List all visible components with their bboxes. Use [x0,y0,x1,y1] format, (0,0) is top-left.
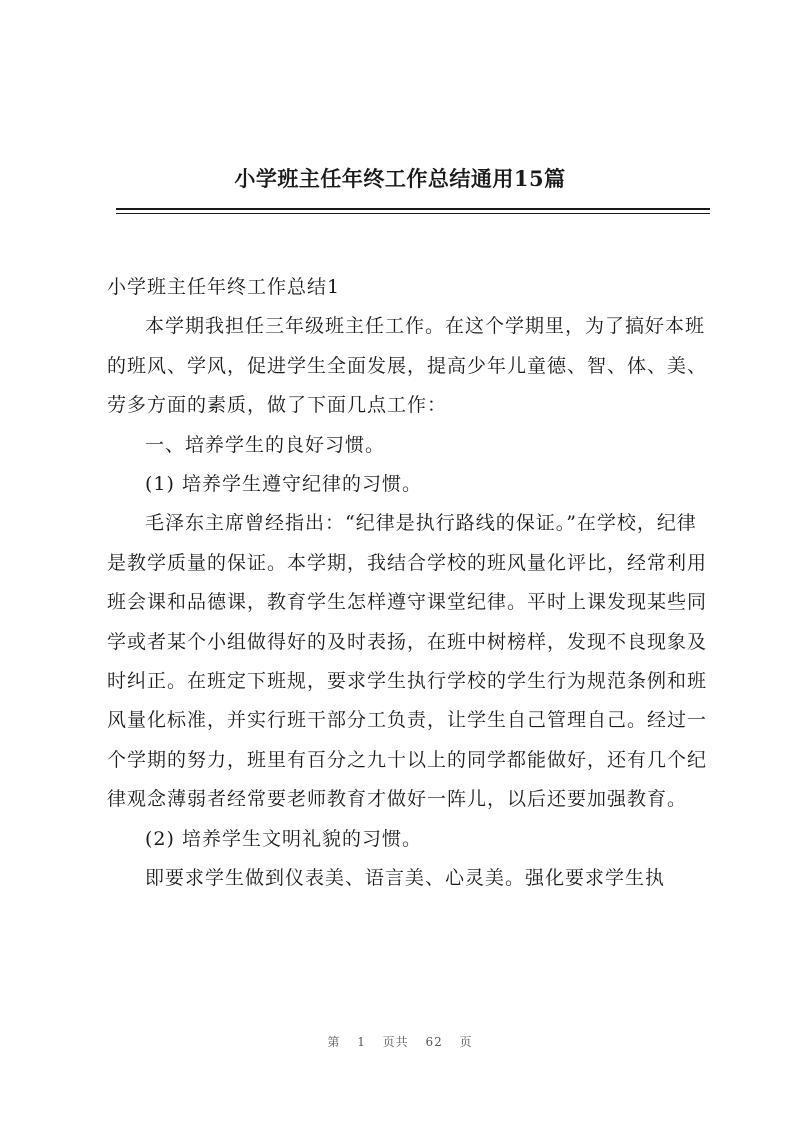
subheading: (2) 培养学生文明礼貌的习惯。 [145,827,422,850]
page-footer [0,1033,800,1050]
title-rule-thick [116,208,710,210]
footer-page-label: 第 [327,1035,341,1049]
section-heading: 小学班主任年终工作总结1 [107,276,341,298]
footer-page-number: 1 [357,1035,366,1049]
document-body [107,268,710,899]
paragraph: 本学期我担任三年级班主任工作。在这个学期里，为了搞好本班的班风、学风，促进学生全面发展，提高少年儿童德、智、体、美、劳多方面的素质，做了下面几点工作： [107,315,708,417]
subheading: (1) 培养学生遵守纪律的习惯。 [145,473,422,496]
footer-end-label: 页 [459,1035,473,1049]
footer-total-pages: 62 [425,1035,443,1049]
document-title: 小学班主任年终工作总结通用15篇 [234,166,566,191]
paragraph: 毛泽东主席曾经指出：“纪律是执行路线的保证。”在学校，纪律是教学质量的保证。本学期，我结合学校的班风量化评比，经常利用班会课和品德课，教育学生怎样遵守课堂纪律。平时上课发现某些同学或者某个小组做得好的及时表扬，在班中树榜样，发现不良现象及时纠正。在班定下班规，要求学生执行学校的学生行为规范条例和班风量化标准，并实行班干部分工负责，让学生自己管理自己。经过一个学期的努力，班里有百分之九十以上的同学都能做好，还有几个纪律观念薄弱者经常要老师教育才做好一阵儿，以后还要加强教育。 [107,512,708,811]
footer-middle-label: 页共 [382,1035,409,1049]
title-rule-thin [116,213,710,214]
subheading: 一、培养学生的良好习惯。 [145,433,386,456]
paragraph: 即要求学生做到仪表美、语言美、心灵美。强化要求学生执 [145,867,666,890]
